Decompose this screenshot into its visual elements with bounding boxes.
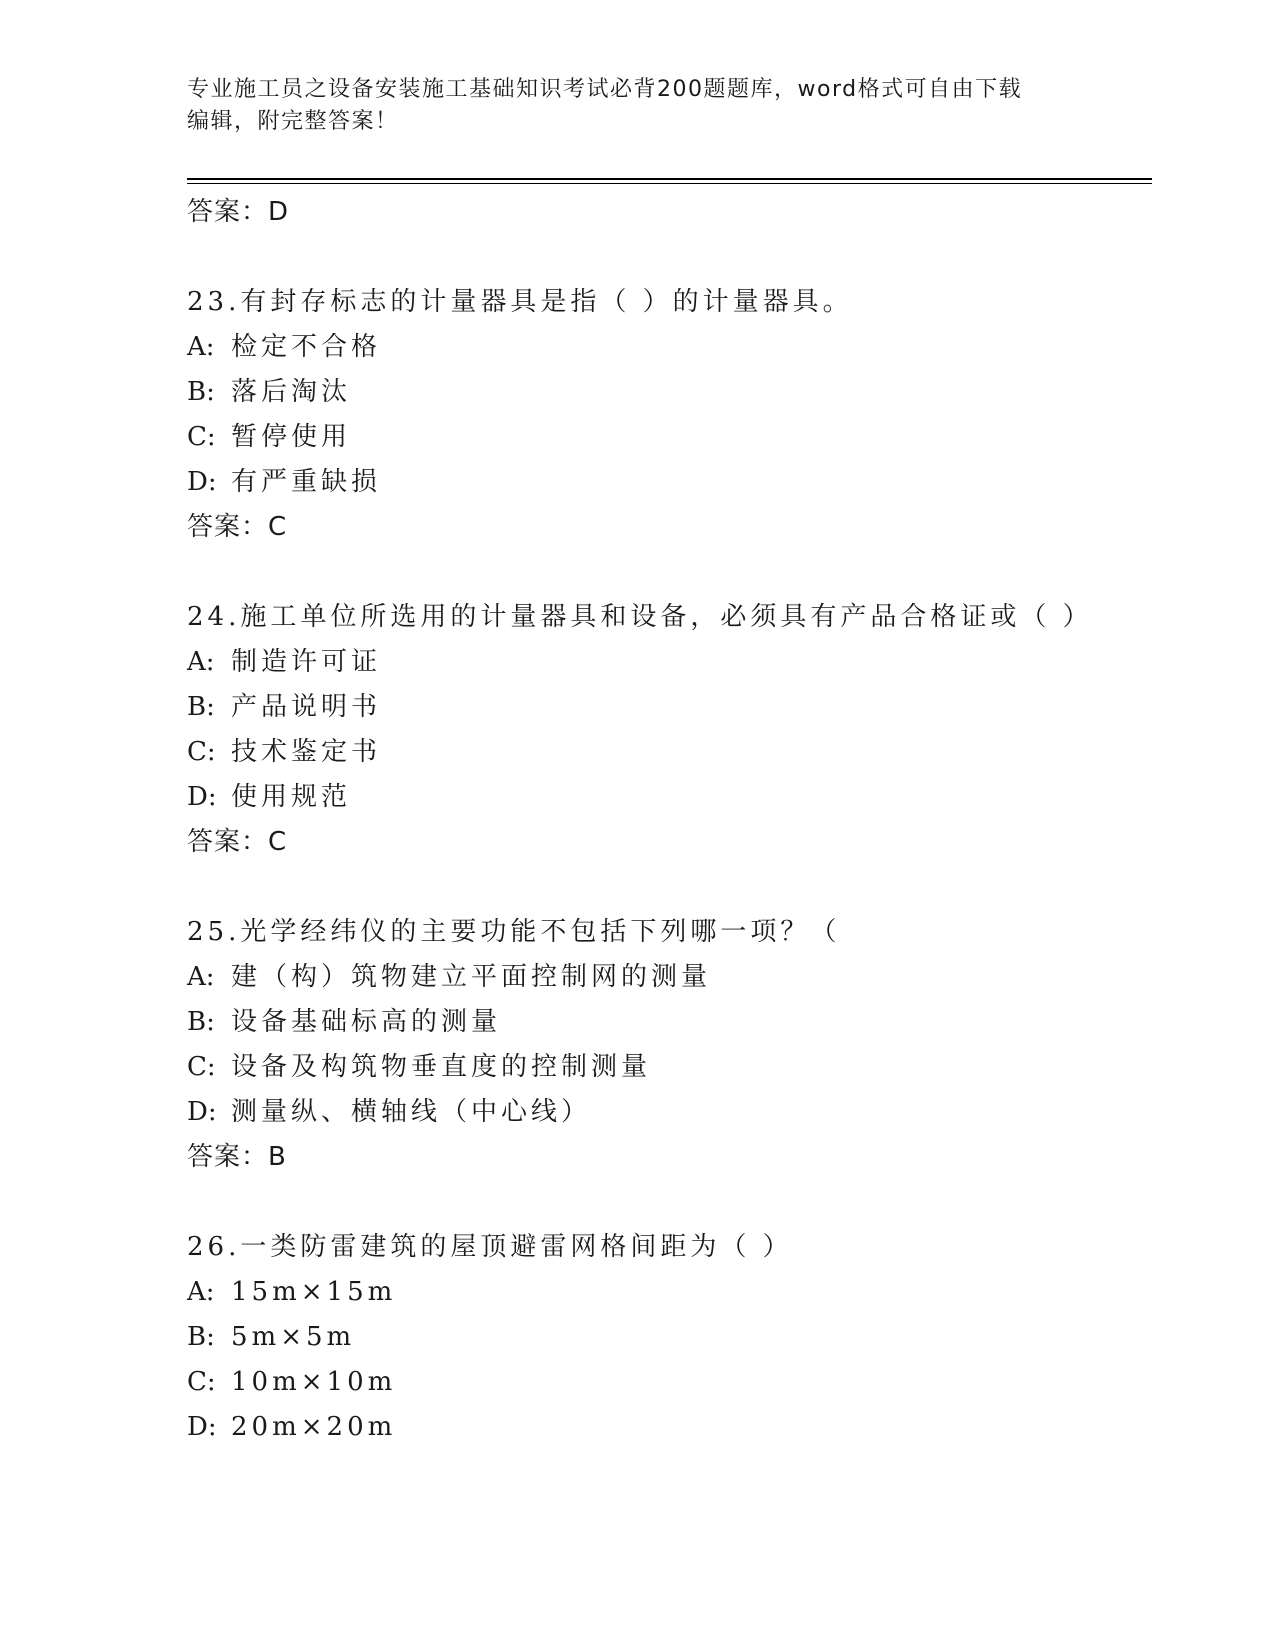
question-block-26 [187,1225,1147,1450]
answer-line: 答案：B [187,1142,287,1172]
option-letter: B: [187,1007,215,1037]
option-b [187,1315,1147,1360]
option-text: 落后淘汰 [231,377,352,407]
option-letter: B: [187,377,215,407]
option-d [187,460,1147,505]
option-a [187,325,1147,370]
option-d [187,1090,1147,1135]
option-a [187,1270,1147,1315]
header-line-1: 专业施工员之设备安装施工基础知识考试必背200题题库，word格式可自由下载 [187,77,1023,102]
option-text: 5m×5m [231,1322,356,1352]
option-letter: D: [187,1097,217,1127]
option-letter: D: [187,467,217,497]
header-line-2: 编辑，附完整答案！ [187,109,399,134]
header-rule-thin [187,183,1152,184]
option-text: 暂停使用 [231,422,352,452]
option-letter: C: [187,737,216,767]
option-text: 20m×20m [231,1412,397,1442]
header-rule [187,178,1152,180]
question-text: 24.施工单位所选用的计量器具和设备，必须具有产品合格证或（ ） [187,602,1093,632]
question-block-23 [187,280,1147,549]
question-list [187,190,1147,1450]
option-letter: D: [187,1412,217,1442]
option-letter: A: [187,962,215,992]
option-text: 有严重缺损 [231,467,382,497]
option-letter: A: [187,1277,215,1307]
option-letter: B: [187,692,215,722]
option-text: 测量纵、横轴线（中心线） [231,1097,592,1127]
option-text: 检定不合格 [231,332,382,362]
option-d [187,775,1147,820]
option-text: 使用规范 [231,782,352,812]
option-c [187,1360,1147,1405]
option-text: 15m×15m [231,1277,397,1307]
option-c [187,415,1147,460]
option-d [187,1405,1147,1450]
question-text: 23.有封存标志的计量器具是指（ ）的计量器具。 [187,287,853,317]
option-letter: B: [187,1322,215,1352]
option-letter: C: [187,1052,216,1082]
option-text: 建（构）筑物建立平面控制网的测量 [231,962,712,992]
question-text: 25.光学经纬仪的主要功能不包括下列哪一项？（ [187,917,841,947]
answer-line: 答案：C [187,827,288,857]
option-c [187,730,1147,775]
option-text: 设备及构筑物垂直度的控制测量 [231,1052,652,1082]
option-b [187,685,1147,730]
answer-line: 答案：D [187,197,290,227]
question-block-24 [187,595,1147,864]
option-letter: A: [187,332,215,362]
option-a [187,955,1147,1000]
option-text: 10m×10m [231,1367,397,1397]
option-text: 产品说明书 [231,692,382,722]
option-letter: A: [187,647,215,677]
document-header [187,74,1087,138]
option-c [187,1045,1147,1090]
option-a [187,640,1147,685]
question-text: 26.一类防雷建筑的屋顶避雷网格间距为（ ） [187,1232,793,1262]
option-letter: D: [187,782,217,812]
answer-line: 答案：C [187,512,288,542]
question-block-25 [187,910,1147,1179]
option-letter: C: [187,422,216,452]
option-b [187,1000,1147,1045]
option-letter: C: [187,1367,216,1397]
option-text: 制造许可证 [231,647,382,677]
option-text: 技术鉴定书 [231,737,382,767]
option-b [187,370,1147,415]
option-text: 设备基础标高的测量 [231,1007,502,1037]
